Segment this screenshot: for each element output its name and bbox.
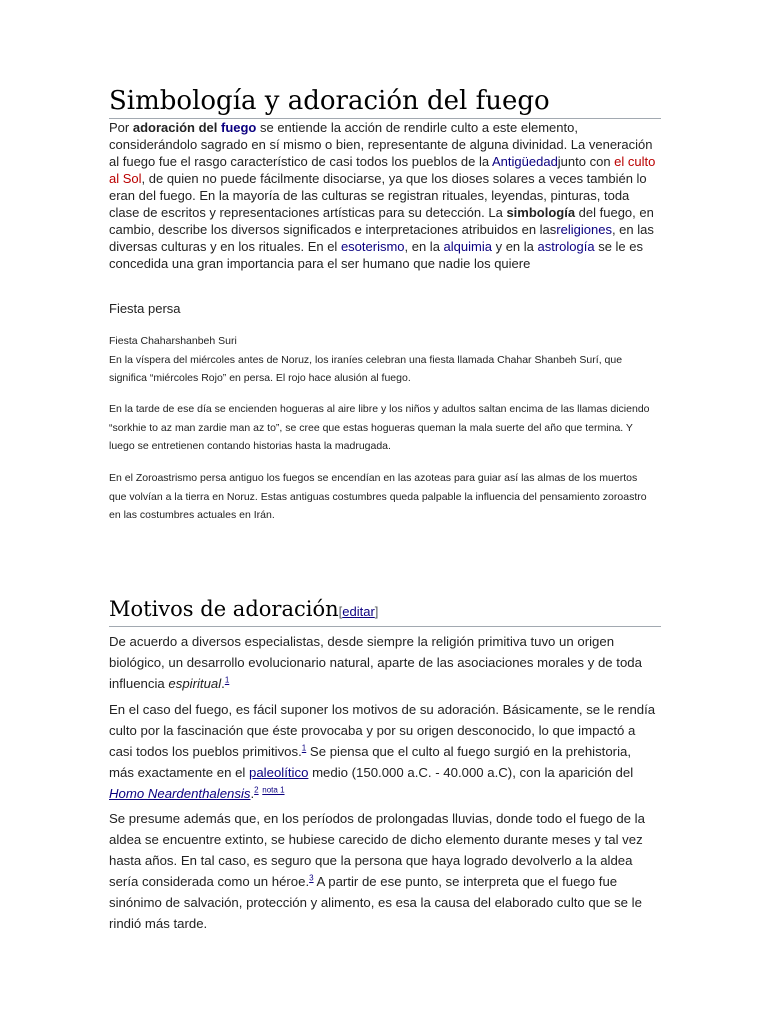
motivos-text: medio (150.000 a.C. - 40.000 a.C), con la aparición del	[308, 765, 634, 780]
reference-link[interactable]: 2	[254, 785, 259, 795]
intro-text: se entiende la acción de rendirle culto a este elemento, considerándolo sagrado en sí mismo o bien, representante de alguna divinidad. La veneración al fuego fue el rasgo característico de casi todos los pueblos de la	[109, 120, 653, 169]
intro-bold-term: simbología	[506, 205, 576, 220]
section-heading-motivos	[109, 595, 661, 627]
fiesta-paragraph-1	[109, 332, 657, 388]
motivos-paragraph-3	[109, 808, 657, 934]
motivos-emphasis: espiritual	[168, 676, 222, 691]
edit-bracket: ]	[374, 604, 379, 619]
intro-text: junto con	[557, 154, 615, 169]
fiesta-title: Fiesta Chaharshanbeh Suri	[109, 335, 237, 347]
intro-paragraph	[109, 119, 657, 272]
edit-bracket: [	[338, 604, 343, 619]
reference-link[interactable]: 1	[224, 675, 230, 685]
reference-link[interactable]: 3	[309, 873, 314, 883]
link-fuego[interactable]: fuego	[220, 120, 257, 135]
page-title: Simbología y adoración del fuego	[109, 84, 661, 119]
motivos-text: De acuerdo a diversos especialistas, desde siempre la religión primitiva tuvo un origen biológico, un desarrollo evolucionario natural, aparte de las asociaciones morales y de toda influencia	[109, 634, 642, 691]
link-culto-al-sol[interactable]: el culto al Sol	[109, 154, 656, 186]
intro-text: se le es concedida una gran importancia para el ser humano que nadie los quiere	[109, 239, 644, 271]
motivos-text: .	[250, 786, 255, 801]
fiesta-label: Fiesta persa	[109, 301, 181, 316]
motivos-text: Se presume además que, en los períodos de prolongadas lluvias, donde todo el fuego de la aldea se encuentre extinto, se hubiese carecido de dicho elemento durante meses y tal vez hasta años. En tal caso, es seguro que la persona que haya logrado devolverlo a la aldea sería considerada como un héroe.	[109, 811, 645, 889]
section-heading-text: Motivos de adoración	[109, 597, 339, 621]
motivos-paragraph-2	[109, 699, 657, 804]
fiesta-paragraph-2: En la tarde de ese día se encienden hogueras al aire libre y los niños y adultos saltan encima de las llamas diciendo “sorkhie to az man zardie man az to”, se cree que estas hogueras queman la mala suerte del año que termina. Y luego se entretienen contando historias hasta la madrugada.	[109, 403, 650, 452]
link-homo-neardenthalensis[interactable]: Homo Neardenthalensis	[109, 786, 251, 801]
intro-bold-term: adoración del	[132, 120, 221, 135]
fiesta-paragraph-3: En el Zoroastrismo persa antiguo los fuegos se encendían en las azoteas para guiar así las almas de los muertos que volvían a la tierra en Noruz. Estas antiguas costumbres queda palpable la influencia del pensamiento zoroastro en las costumbres actuales en Irán.	[109, 472, 647, 521]
note-link[interactable]: nota 1	[262, 785, 285, 795]
link-esoterismo[interactable]: esoterismo	[340, 239, 405, 254]
intro-text: y en la	[491, 239, 538, 254]
motivos-text: .	[221, 676, 225, 691]
reference-link[interactable]: 1	[301, 743, 307, 753]
motivos-text: A partir de ese punto, se interpreta que el fuego fue sinónimo de salvación, protección y alimento, es esa la causa del elaborado culto que se le rindió más tarde.	[109, 874, 642, 931]
intro-text: , en la	[404, 239, 444, 254]
link-alquimia[interactable]: alquimia	[443, 239, 492, 254]
intro-text: del fuego, en cambio, describe los diversos significados e interpretaciones atribuidos en las	[109, 205, 654, 237]
motivos-paragraph-1	[109, 631, 657, 694]
link-paleolitico[interactable]: paleolítico	[249, 765, 309, 780]
motivos-text: Se piensa que el culto al fuego surgió en la prehistoria, más exactamente en el	[109, 744, 632, 780]
motivos-text: En el caso del fuego, es fácil suponer los motivos de su adoración. Básicamente, se le rendía culto por la fascinación que éste provocaba y por su origen desconocido, lo que impactó a casi todos los pueblos primitivos.	[109, 702, 656, 759]
intro-text: , en las diversas culturas y en los rituales. En el	[109, 222, 654, 254]
link-astrologia[interactable]: astrología	[537, 239, 595, 254]
intro-text: , de quien no puede fácilmente disociarse, ya que los dioses solares a veces también lo eran del fuego. En la mayoría de las culturas se registran rituales, leyendas, pinturas, toda clase de escritos y representaciones artísticas para su detección. La	[109, 171, 647, 220]
intro-text: Por	[109, 120, 133, 135]
edit-section	[339, 604, 379, 619]
link-religiones[interactable]: religiones	[556, 222, 612, 237]
link-antiguedad[interactable]: Antigüedad	[492, 154, 558, 169]
fiesta-body: En la víspera del miércoles antes de Noruz, los iraníes celebran una fiesta llamada Chahar Shanbeh Surí, que significa “miércoles Rojo” en persa. El rojo hace alusión al fuego.	[109, 353, 623, 384]
edit-link[interactable]: editar	[342, 604, 375, 619]
